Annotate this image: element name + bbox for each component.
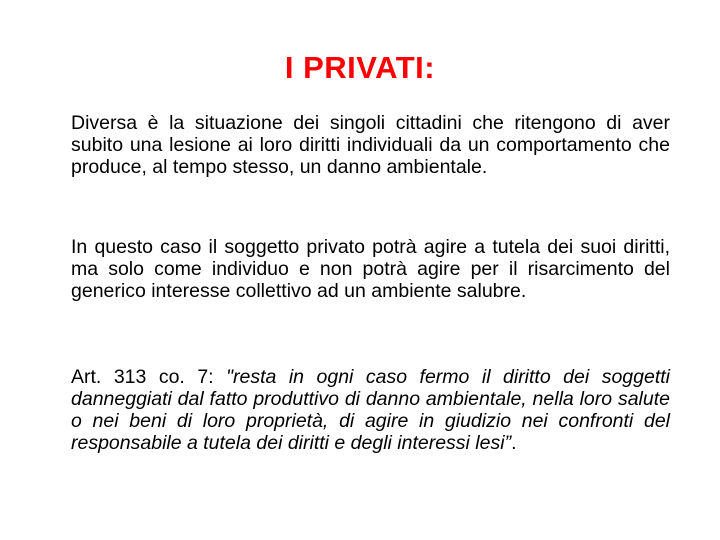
slide-title: I PRIVATI: xyxy=(284,50,436,85)
paragraph-situazione-cittadini: Diversa è la situazione dei singoli cittadini che ritengono di aver subito una lesione ai loro diritti individuali da un comportamento che produce, al tempo stesso, un danno ambientale. xyxy=(71,112,670,178)
citation-end: . xyxy=(511,432,517,454)
citation-quote: "resta in ogni caso fermo il diritto dei soggetti danneggiati dal fatto produttivo di danno ambientale, nella loro salute o nei beni di loro proprietà, di agire in giudizio nei confronti del responsabile a tutela dei diritti e degli interessi lesi” xyxy=(71,366,670,454)
paragraph-art-313-citation xyxy=(71,366,670,454)
paragraph-soggetto-privato: In questo caso il soggetto privato potrà agire a tutela dei suoi diritti, ma solo come individuo e non potrà agire per il risarcimento del generico interesse collettivo ad un ambiente salubre. xyxy=(71,236,670,302)
citation-reference: Art. 313 co. 7: xyxy=(71,366,227,388)
